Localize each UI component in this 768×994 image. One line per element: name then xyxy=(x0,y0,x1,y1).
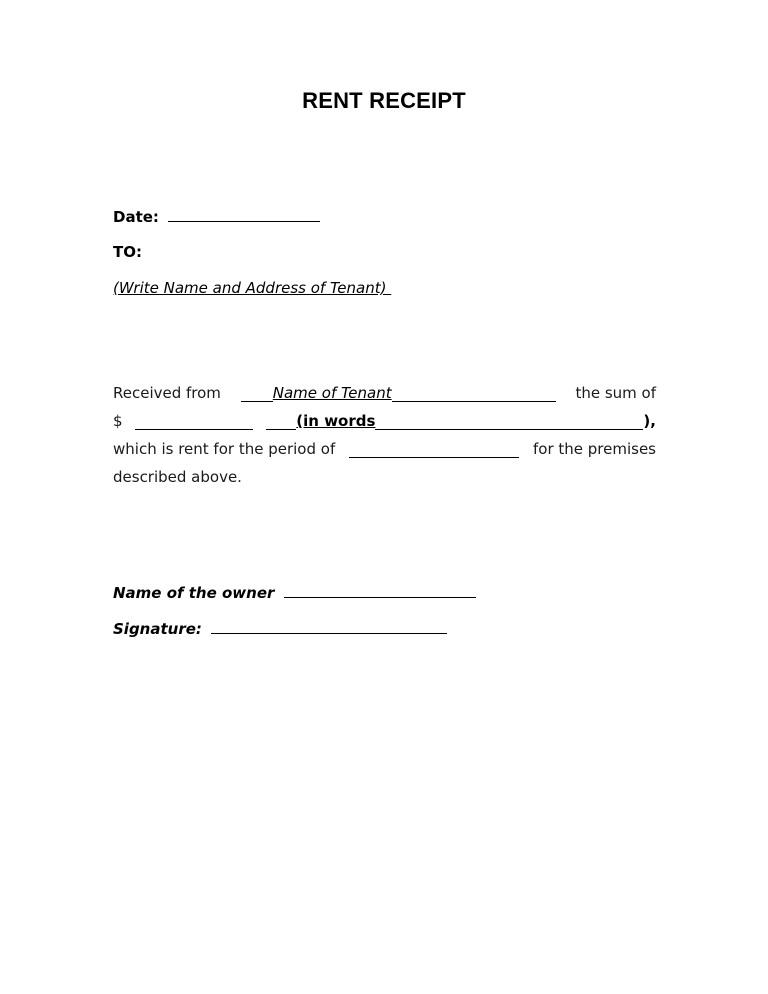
tenant-address-hint-text: (Write Name and Address of Tenant) xyxy=(113,279,387,297)
signature-label: Signature: xyxy=(113,620,202,638)
owner-name-blank[interactable] xyxy=(284,583,476,598)
tenant-name-blank-left xyxy=(241,387,273,402)
paragraph-line-1 xyxy=(113,382,656,402)
tenant-address-hint xyxy=(113,279,391,297)
paragraph-line-4 xyxy=(113,466,656,486)
described-above-text: described above. xyxy=(113,468,242,486)
received-from-text: Received from xyxy=(113,384,221,402)
paragraph-line-2 xyxy=(113,410,656,430)
the-sum-of-text: the sum of xyxy=(575,384,656,402)
tenant-name-field[interactable] xyxy=(241,384,556,402)
owner-label: Name of the owner xyxy=(113,584,275,602)
currency-symbol: $ xyxy=(113,412,123,430)
signature-blank[interactable] xyxy=(211,619,447,634)
which-is-rent-text: which is rent for the period of xyxy=(113,440,336,458)
to-label: TO: xyxy=(113,243,142,261)
date-label: Date: xyxy=(113,208,159,226)
amount-in-words-field[interactable] xyxy=(266,412,656,430)
tenant-name-hint: Name of Tenant xyxy=(272,384,392,402)
words-blank-lead xyxy=(266,415,296,430)
words-blank xyxy=(375,415,643,430)
receipt-paragraph xyxy=(113,382,656,492)
owner-row xyxy=(113,583,476,602)
amount-blank[interactable] xyxy=(135,415,253,430)
paragraph-line-3 xyxy=(113,438,656,458)
period-blank[interactable] xyxy=(349,443,519,458)
close-paren: ), xyxy=(643,412,656,430)
in-words-label: (in words xyxy=(296,412,376,430)
for-the-premises-text: for the premises xyxy=(532,440,656,458)
signature-row xyxy=(113,619,447,638)
date-row xyxy=(113,207,320,226)
page-title: RENT RECEIPT xyxy=(302,88,466,113)
tenant-name-blank-right xyxy=(392,387,556,402)
date-blank[interactable] xyxy=(168,207,320,222)
